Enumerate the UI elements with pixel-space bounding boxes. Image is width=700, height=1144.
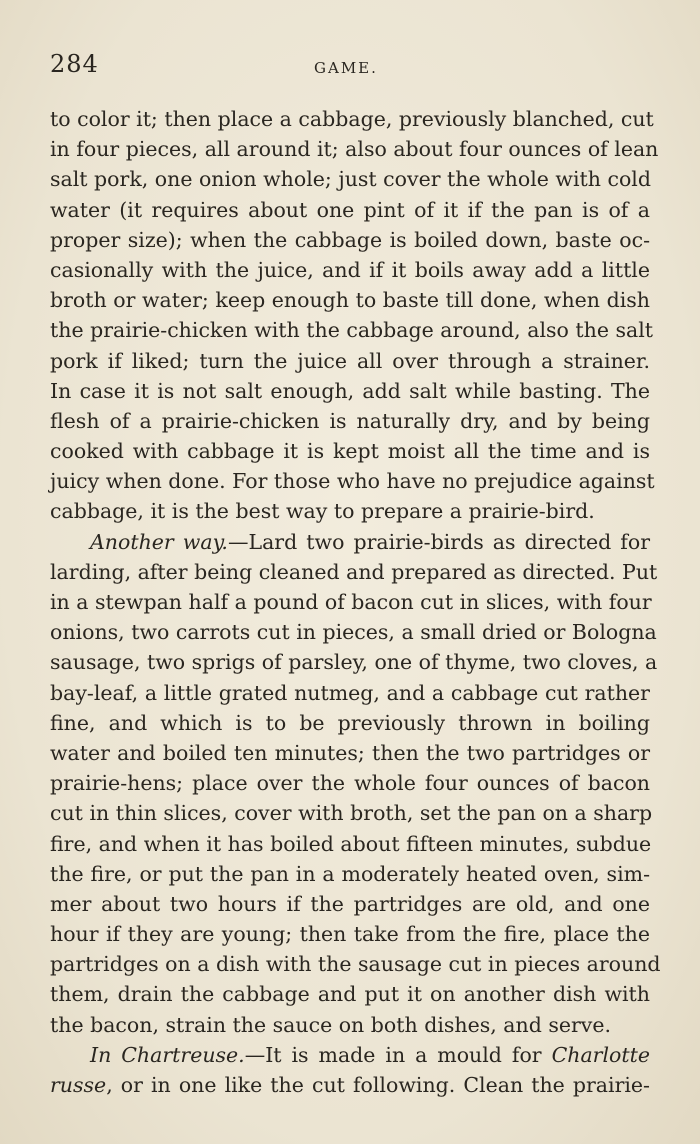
text-line bbox=[50, 1070, 650, 1100]
paragraph-start-another-way bbox=[50, 527, 650, 557]
text-line: to color it; then place a cabbage, previously blanched, cut bbox=[50, 107, 654, 131]
text-line: In case it is not salt enough, add salt while basting. The bbox=[50, 378, 650, 403]
text-line: onions, two carrots cut in pieces, a small dried or Bologna bbox=[50, 620, 657, 645]
text-run: —It is made in a mould for bbox=[244, 1042, 552, 1067]
run-in-heading: Another way. bbox=[90, 529, 228, 554]
text-line: cooked with cabbage it is kept moist all the time and is bbox=[50, 439, 650, 464]
text-line: bay-leaf, a little grated nutmeg, and a cabbage cut rather bbox=[50, 680, 650, 705]
text-line: pork if liked; turn the juice all over through a strainer. bbox=[50, 348, 650, 373]
page-number: 284 bbox=[50, 50, 99, 78]
text-line: partridges on a dish with the sausage cut in pieces around bbox=[50, 952, 661, 977]
text-line: water (it requires about one pint of it if the pan is of a bbox=[50, 197, 650, 222]
text-line: cabbage, it is the best way to prepare a prairie-bird. bbox=[50, 499, 595, 524]
text-line: flesh of a prairie-chicken is naturally dry, and by being bbox=[50, 408, 650, 433]
text-line: fire, and when it has boiled about fifteen minutes, subdue bbox=[50, 831, 652, 856]
text-line: proper size); when the cabbage is boiled down, baste oc- bbox=[50, 227, 650, 252]
text-run: , or in one like the cut following. Clean the prairie- bbox=[106, 1073, 650, 1097]
text-line: casionally with the juice, and if it boils away add a little bbox=[50, 257, 650, 282]
italic-term: russe bbox=[50, 1073, 107, 1097]
text-line: prairie-hens; place over the whole four ounces of bacon bbox=[50, 771, 650, 796]
text-line: in a stewpan half a pound of bacon cut in slices, with four bbox=[50, 590, 652, 614]
text-line: the prairie-chicken with the cabbage around, also the salt bbox=[50, 318, 653, 343]
italic-term: Charlotte bbox=[551, 1042, 650, 1067]
text-line: the fire, or put the pan in a moderately heated oven, sim- bbox=[50, 861, 650, 886]
run-in-heading: In Chartreuse. bbox=[90, 1042, 245, 1067]
text-line: juicy when done. For those who have no prejudice against bbox=[50, 469, 655, 494]
page-header bbox=[50, 50, 650, 84]
text-line: broth or water; keep enough to baste till done, when dish bbox=[50, 288, 650, 313]
text-line: mer about two hours if the partridges are old, and one bbox=[50, 891, 650, 916]
paragraph-start-chartreuse bbox=[50, 1040, 650, 1070]
text-line: in four pieces, all around it; also about four ounces of lean bbox=[50, 137, 659, 162]
text-line: fine, and which is to be previously thrown in boiling bbox=[50, 710, 650, 735]
text-line: salt pork, one onion whole; just cover the whole with cold bbox=[50, 167, 651, 192]
running-head: GAME. bbox=[314, 59, 378, 77]
body-text bbox=[50, 104, 661, 1100]
text-run: —Lard two prairie-birds as directed for bbox=[227, 529, 650, 554]
text-line: the bacon, strain the sauce on both dishes, and serve. bbox=[50, 1012, 612, 1037]
text-line: larding, after being cleaned and prepared as directed. Put bbox=[50, 559, 658, 584]
text-line: water and boiled ten minutes; then the two partridges or bbox=[50, 740, 650, 765]
text-line: sausage, two sprigs of parsley, one of thyme, two cloves, a bbox=[50, 650, 658, 675]
text-line: them, drain the cabbage and put it on another dish with bbox=[50, 982, 650, 1007]
text-line: cut in thin slices, cover with broth, set the pan on a sharp bbox=[50, 801, 653, 826]
text-line: hour if they are young; then take from the fire, place the bbox=[50, 922, 650, 947]
